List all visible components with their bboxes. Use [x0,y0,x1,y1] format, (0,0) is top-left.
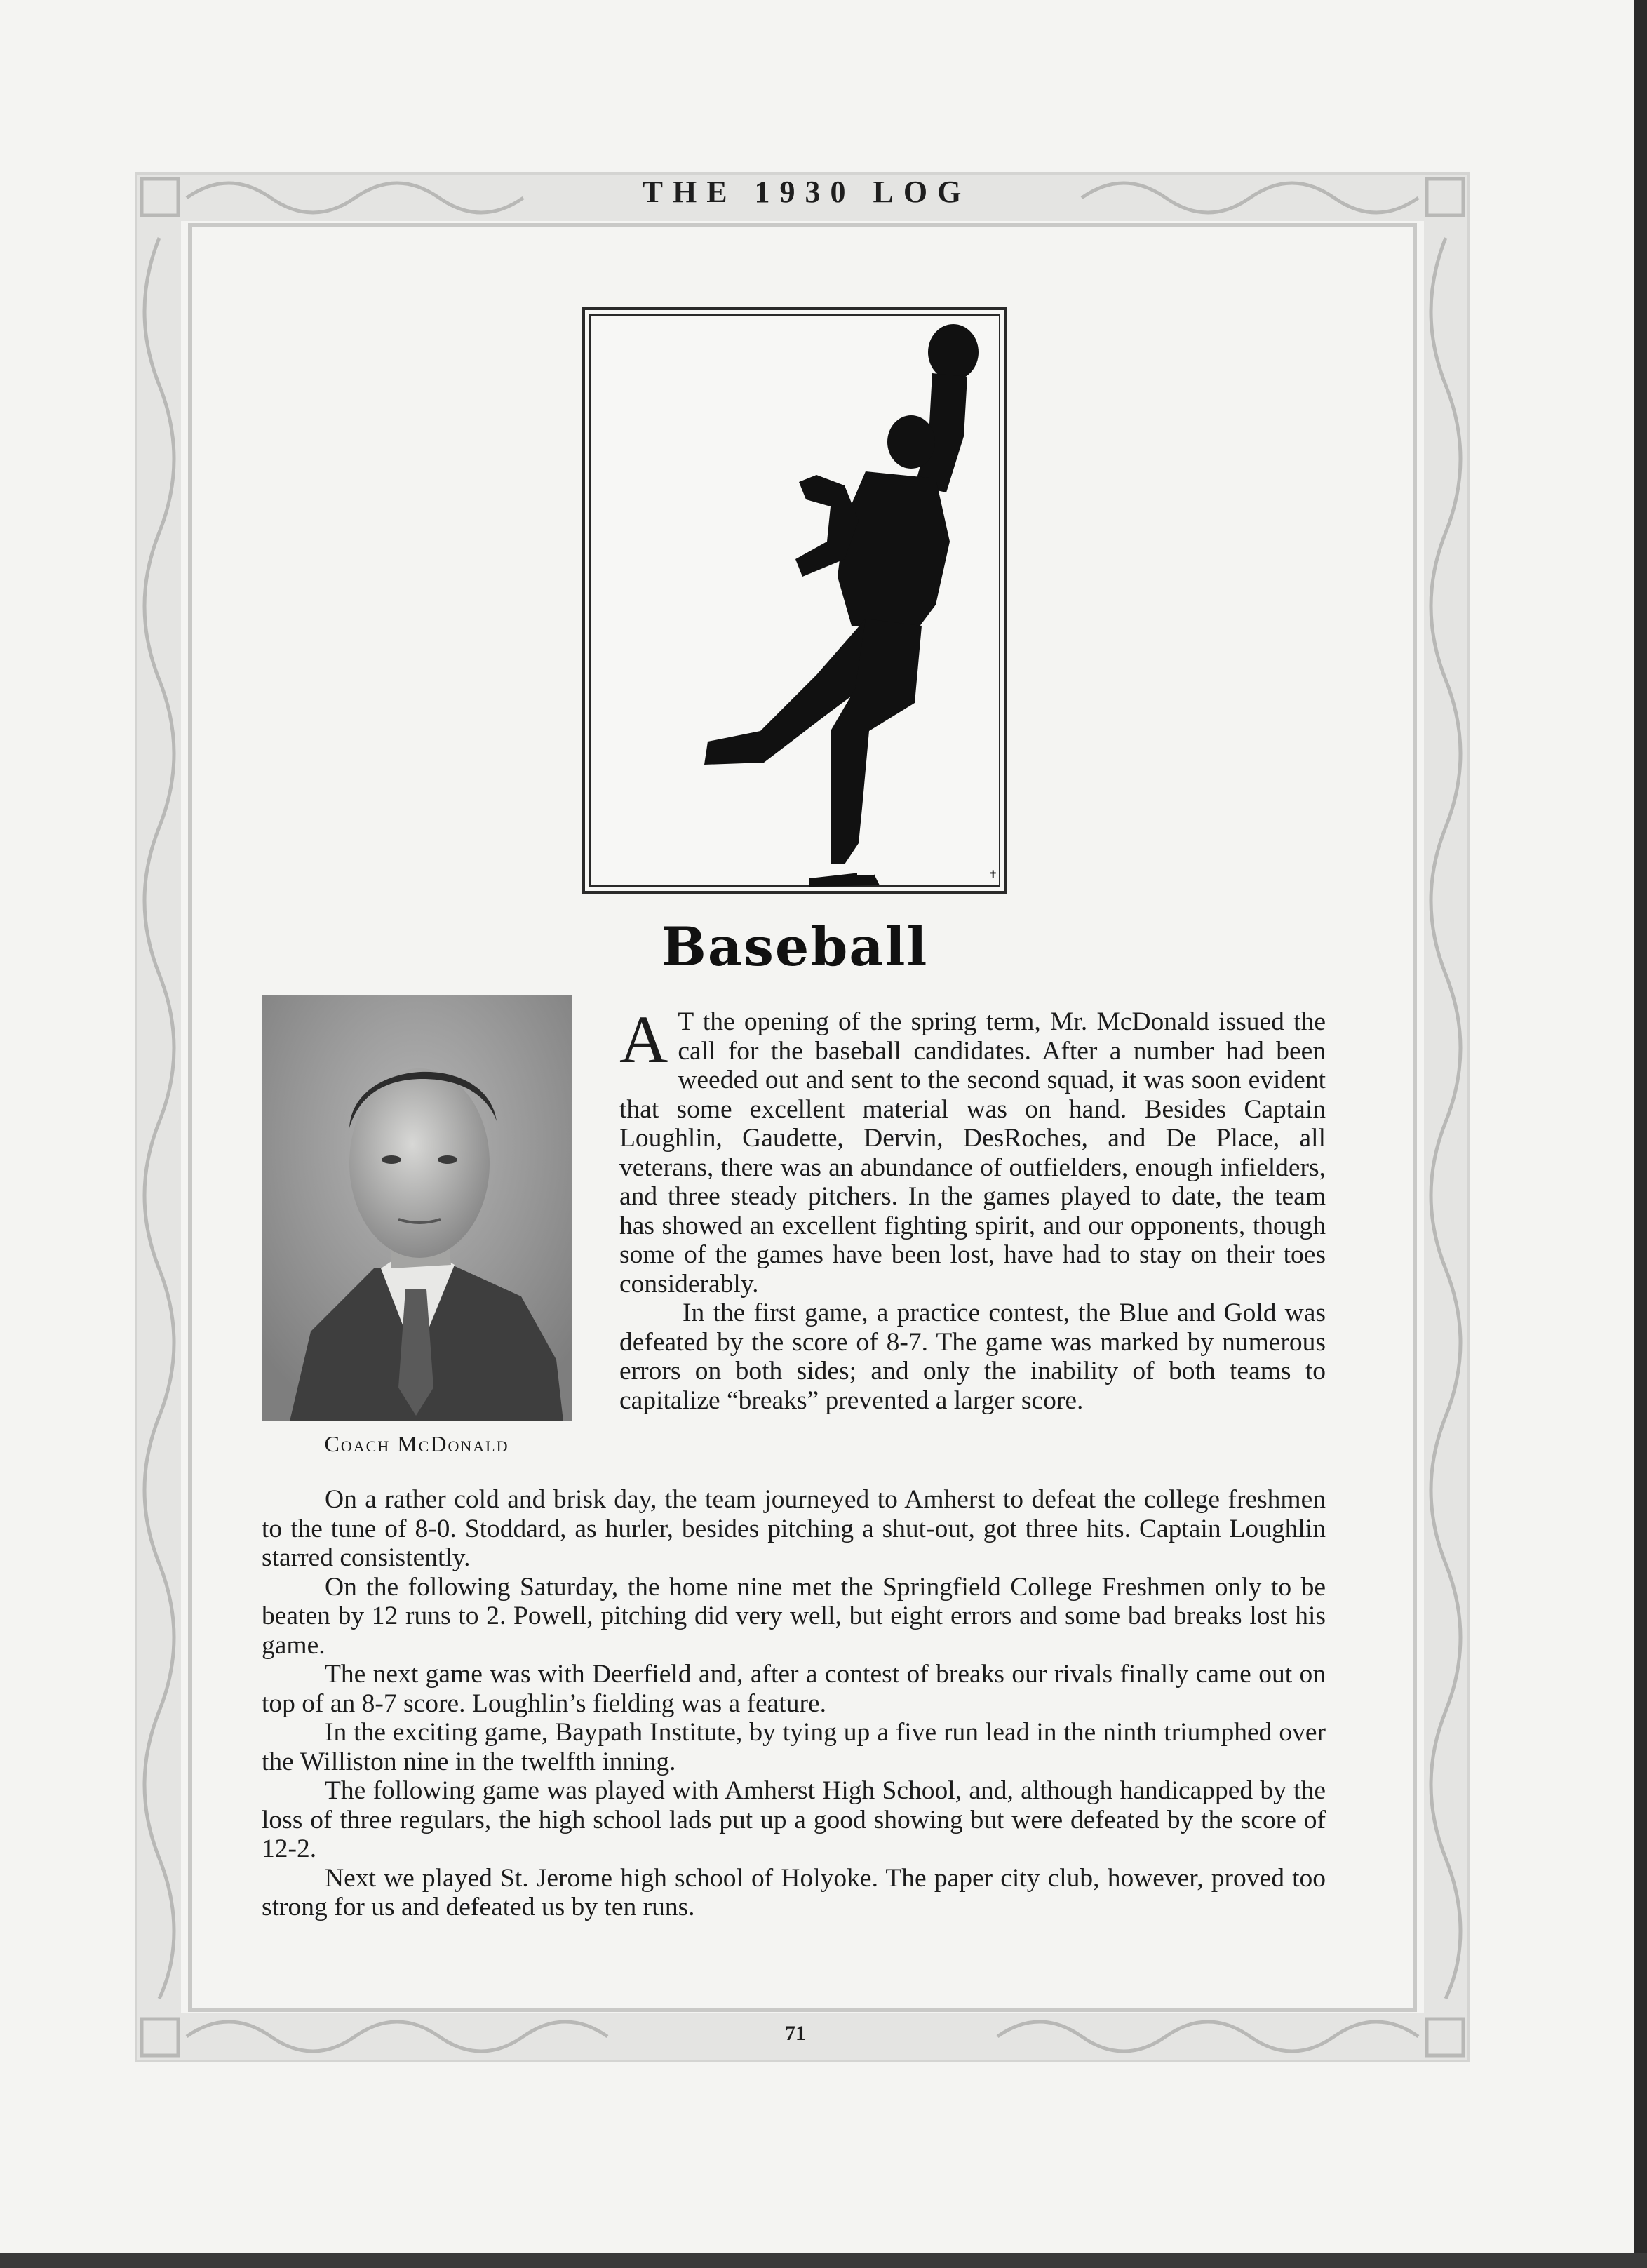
running-header: THE 1930 LOG [642,175,972,209]
body-text-full [262,1485,1326,1922]
illustration-frame [582,307,1007,894]
opening-paragraph-text: T the opening of the spring term, Mr. McDonald issued the call for the baseball candidates. After a number had been weeded out and sent to the second squad, it was soon evident that some excellent material was on hand. Besides Captain Loughlin, Gaudette, Dervin, DesRoches, and De Place, all veterans, there was an abundance of outfielders, enough infielders, and three steady pitchers. In the games played to date, the team has showed an excellent fighting spirit, and our opponents, though some of the games have been lost, have had to stay on their toes considerably. [619,1007,1326,1299]
scan-edge [0,2253,1647,2268]
coach-portrait-icon [262,995,572,1421]
paragraph: On a rather cold and brisk day, the team journeyed to Amherst to defeat the college freshmen to the tune of 8-0. Stoddard, as hurler, besides pitching a shut-out, got three hits. Captain Loughlin starred consistently. [262,1485,1326,1572]
photo-caption: Coach McDonald [324,1431,509,1456]
paragraph: Next we played St. Jerome high school of Holyoke. The paper city club, however, proved too strong for us and defeated us by ten runs. [262,1863,1326,1921]
scan-edge [1634,0,1647,2268]
paragraph: The next game was with Deerfield and, after a contest of breaks our rivals finally came out on top of an 8-7 score. Loughlin’s fielding was a feature. [262,1660,1326,1718]
page-number: 71 [785,2022,806,2045]
svg-text:✝: ✝ [988,869,998,881]
coach-photo [262,995,572,1421]
paragraph: The following game was played with Amherst High School, and, although handicapped by the loss of three regulars, the high school lads put up a good showing but were defeated by the score of 12-2. [262,1776,1326,1863]
baseball-pitcher-silhouette-icon [585,310,1004,891]
paragraph: On the following Saturday, the home nine met the Springfield College Freshmen only to be beaten by 12 runs to 2. Powell, pitching did very well, but eight errors and some bad breaks lost his game. [262,1572,1326,1660]
body-text-column [619,1002,1326,1415]
opening-paragraph [619,1002,1326,1299]
drop-cap: A [619,1002,668,1077]
paragraph: In the exciting game, Baypath Institute, by tying up a five run lead in the ninth triumphed over the Williston nine in the twelfth inning. [262,1718,1326,1776]
paragraph: In the first game, a practice contest, the Blue and Gold was defeated by the score of 8-7. The game was marked by numerous errors on both sides; and only the inability of both teams to capitalize “breaks” prevented a larger score. [619,1299,1326,1415]
section-title: Baseball [661,915,929,978]
